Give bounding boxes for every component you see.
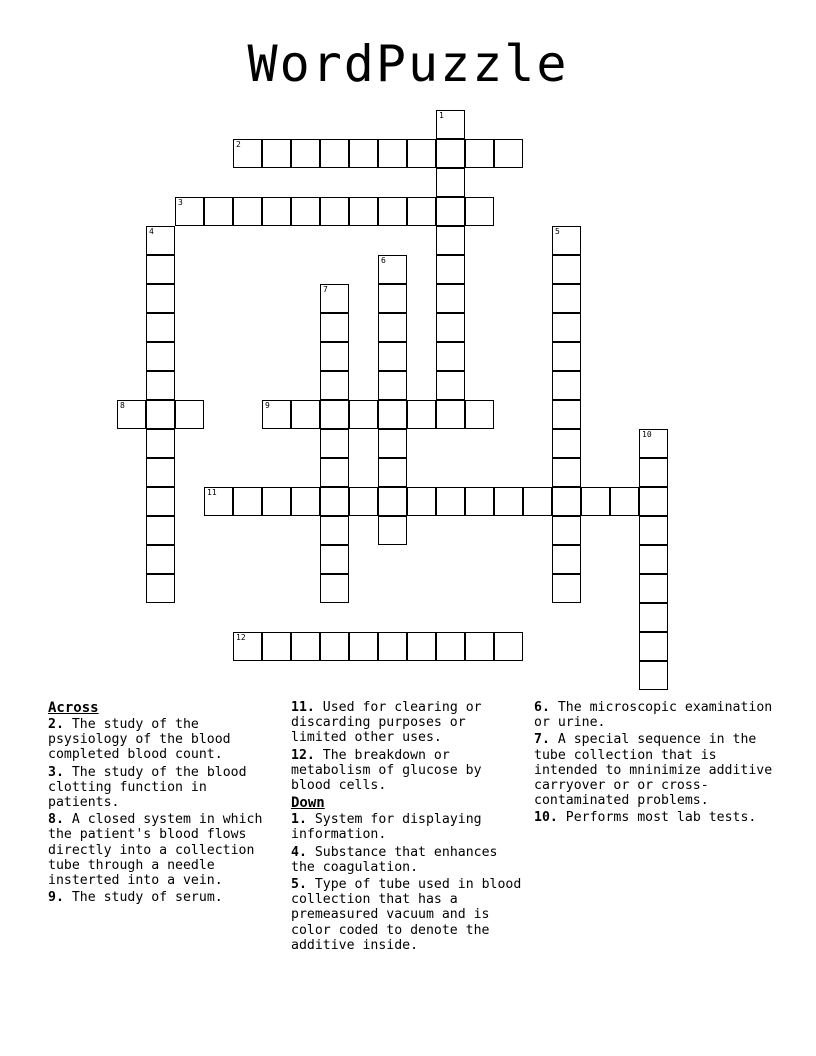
- grid-cell[interactable]: [552, 342, 581, 371]
- clue-across-3: 3. The study of the blood clotting function in patients.: [48, 764, 247, 811]
- grid-cell[interactable]: [320, 371, 349, 400]
- grid-cell[interactable]: [146, 400, 175, 429]
- grid-cell[interactable]: [639, 429, 668, 458]
- grid-cell[interactable]: [436, 110, 465, 139]
- grid-cell[interactable]: [378, 458, 407, 487]
- clue-number: 3: [178, 198, 183, 207]
- grid-cell[interactable]: [436, 226, 465, 255]
- grid-cell[interactable]: [233, 197, 262, 226]
- grid-cell[interactable]: [349, 400, 378, 429]
- grid-cell[interactable]: [146, 429, 175, 458]
- grid-cell[interactable]: [465, 632, 494, 661]
- grid-cell[interactable]: [349, 632, 378, 661]
- grid-cell[interactable]: [291, 487, 320, 516]
- grid-cell[interactable]: [436, 371, 465, 400]
- grid-cell[interactable]: [291, 632, 320, 661]
- grid-cell[interactable]: [320, 516, 349, 545]
- clue-down-6: 6. The microscopic examination or urine.: [534, 700, 773, 731]
- grid-cell[interactable]: [291, 139, 320, 168]
- grid-cell[interactable]: [436, 400, 465, 429]
- clue-number: 9: [265, 401, 270, 410]
- grid-cell[interactable]: [378, 400, 407, 429]
- grid-cell[interactable]: [407, 197, 436, 226]
- grid-cell[interactable]: [552, 487, 581, 516]
- grid-cell[interactable]: [262, 632, 291, 661]
- grid-cell[interactable]: [407, 400, 436, 429]
- clue-number: 7: [323, 285, 328, 294]
- grid-cell[interactable]: [262, 487, 291, 516]
- grid-cell[interactable]: [436, 139, 465, 168]
- grid-cell[interactable]: [378, 487, 407, 516]
- grid-cell[interactable]: [378, 371, 407, 400]
- grid-cell[interactable]: [320, 197, 349, 226]
- grid-cell[interactable]: [552, 400, 581, 429]
- grid-cell[interactable]: [639, 458, 668, 487]
- grid-cell[interactable]: [552, 284, 581, 313]
- grid-cell[interactable]: [146, 487, 175, 516]
- clue-across-12: 12. The breakdown or metabolism of glucose by blood cells.: [291, 747, 482, 794]
- grid-cell[interactable]: [146, 342, 175, 371]
- clue-number: 12: [236, 633, 246, 642]
- clues-column-1: [48, 700, 284, 907]
- grid-cell[interactable]: [465, 197, 494, 226]
- clue-number: 8: [120, 401, 125, 410]
- grid-cell[interactable]: [175, 400, 204, 429]
- grid-cell[interactable]: [436, 487, 465, 516]
- grid-cell[interactable]: [407, 632, 436, 661]
- grid-cell[interactable]: [320, 487, 349, 516]
- clue-down-10: 10. Performs most lab tests.: [534, 810, 757, 826]
- grid-cell[interactable]: [610, 487, 639, 516]
- grid-cell[interactable]: [436, 168, 465, 197]
- grid-cell[interactable]: [639, 603, 668, 632]
- grid-cell[interactable]: [436, 197, 465, 226]
- grid-cell[interactable]: [465, 400, 494, 429]
- grid-cell[interactable]: [175, 197, 204, 226]
- grid-cell[interactable]: [233, 487, 262, 516]
- grid-cell[interactable]: [146, 545, 175, 574]
- grid-cell[interactable]: [291, 197, 320, 226]
- clue-across-11: 11. Used for clearing or discarding purposes or limited other uses.: [291, 700, 482, 746]
- across-heading: Across: [48, 700, 99, 716]
- grid-cell[interactable]: [146, 284, 175, 313]
- clue-number: 5: [555, 227, 560, 236]
- grid-cell[interactable]: [146, 371, 175, 400]
- grid-cell[interactable]: [639, 632, 668, 661]
- grid-cell[interactable]: [146, 458, 175, 487]
- grid-cell[interactable]: [581, 487, 610, 516]
- grid-cell[interactable]: [320, 400, 349, 429]
- grid-cell[interactable]: [349, 197, 378, 226]
- grid-cell[interactable]: [378, 516, 407, 545]
- grid-cell[interactable]: [494, 139, 523, 168]
- grid-cell[interactable]: [407, 487, 436, 516]
- grid-cell[interactable]: [378, 197, 407, 226]
- grid-cell[interactable]: [552, 371, 581, 400]
- grid-cell[interactable]: [146, 313, 175, 342]
- grid-cell[interactable]: [407, 139, 436, 168]
- clue-down-7: 7. A special sequence in the tube collection that is intended to mninimize additive carryover or or cross-contaminated problems.: [534, 732, 773, 809]
- clue-number: 10: [642, 430, 652, 439]
- grid-cell[interactable]: [204, 197, 233, 226]
- puzzle-title: WordPuzzle: [247, 35, 569, 93]
- grid-cell[interactable]: [204, 487, 233, 516]
- grid-cell[interactable]: [639, 661, 668, 690]
- grid-cell[interactable]: [320, 284, 349, 313]
- grid-cell[interactable]: [262, 197, 291, 226]
- clues-column-2: [291, 700, 527, 955]
- grid-cell[interactable]: [436, 284, 465, 313]
- grid-cell[interactable]: [262, 400, 291, 429]
- grid-cell[interactable]: [639, 516, 668, 545]
- grid-cell[interactable]: [552, 255, 581, 284]
- clue-number: 4: [149, 227, 154, 236]
- grid-cell[interactable]: [378, 342, 407, 371]
- clue-down-4: 4. Substance that enhances the coagulation.: [291, 844, 498, 875]
- grid-cell[interactable]: [320, 139, 349, 168]
- grid-cell[interactable]: [146, 516, 175, 545]
- clue-down-1: 1. System for displaying information.: [291, 812, 482, 843]
- grid-cell[interactable]: [233, 139, 262, 168]
- grid-cell[interactable]: [233, 632, 262, 661]
- clue-number: 6: [381, 256, 386, 265]
- grid-cell[interactable]: [146, 574, 175, 603]
- grid-cell[interactable]: [378, 429, 407, 458]
- clue-across-2: 2. The study of the psysiology of the blood completed blood count.: [48, 717, 231, 763]
- grid-cell[interactable]: [262, 139, 291, 168]
- grid-cell[interactable]: [320, 545, 349, 574]
- grid-cell[interactable]: [552, 545, 581, 574]
- grid-cell[interactable]: [320, 632, 349, 661]
- grid-cell[interactable]: [378, 255, 407, 284]
- grid-cell[interactable]: [146, 255, 175, 284]
- grid-cell[interactable]: [378, 284, 407, 313]
- grid-cell[interactable]: [552, 226, 581, 255]
- grid-cell[interactable]: [494, 487, 523, 516]
- grid-cell[interactable]: [436, 313, 465, 342]
- clue-across-8: 8. A closed system in which the patient's blood flows directly into a collection tube through a needle insterted into a vein.: [48, 812, 263, 889]
- grid-cell[interactable]: [378, 632, 407, 661]
- grid-cell[interactable]: [436, 255, 465, 284]
- grid-cell[interactable]: [320, 574, 349, 603]
- clue-down-5: 5. Type of tube used in blood collection that has a premeasured vacuum and is color coded to denote the additive inside.: [291, 877, 522, 953]
- grid-cell[interactable]: [639, 487, 668, 516]
- clue-number: 11: [207, 488, 217, 497]
- clues-column-3: [534, 700, 774, 828]
- grid-cell[interactable]: [552, 458, 581, 487]
- grid-cell[interactable]: [436, 342, 465, 371]
- down-heading: Down: [291, 795, 325, 812]
- grid-cell[interactable]: [320, 313, 349, 342]
- grid-cell[interactable]: [523, 487, 552, 516]
- grid-cell[interactable]: [291, 400, 320, 429]
- clue-number: 2: [236, 140, 241, 149]
- grid-cell[interactable]: [378, 139, 407, 168]
- grid-cell[interactable]: [378, 313, 407, 342]
- grid-cell[interactable]: [320, 429, 349, 458]
- grid-cell[interactable]: [552, 313, 581, 342]
- grid-cell[interactable]: [436, 632, 465, 661]
- grid-cell[interactable]: [639, 574, 668, 603]
- grid-cell[interactable]: [349, 139, 378, 168]
- grid-cell[interactable]: [465, 139, 494, 168]
- grid-cell[interactable]: [494, 632, 523, 661]
- grid-cell[interactable]: [639, 545, 668, 574]
- grid-cell[interactable]: [552, 516, 581, 545]
- grid-cell[interactable]: [349, 487, 378, 516]
- grid-cell[interactable]: [320, 458, 349, 487]
- grid-cell[interactable]: [552, 429, 581, 458]
- grid-cell[interactable]: [146, 226, 175, 255]
- clue-number: 1: [439, 111, 444, 120]
- grid-cell[interactable]: [465, 487, 494, 516]
- grid-cell[interactable]: [117, 400, 146, 429]
- grid-cell[interactable]: [320, 342, 349, 371]
- grid-cell[interactable]: [552, 574, 581, 603]
- clue-across-9: 9. The study of serum.: [48, 890, 223, 906]
